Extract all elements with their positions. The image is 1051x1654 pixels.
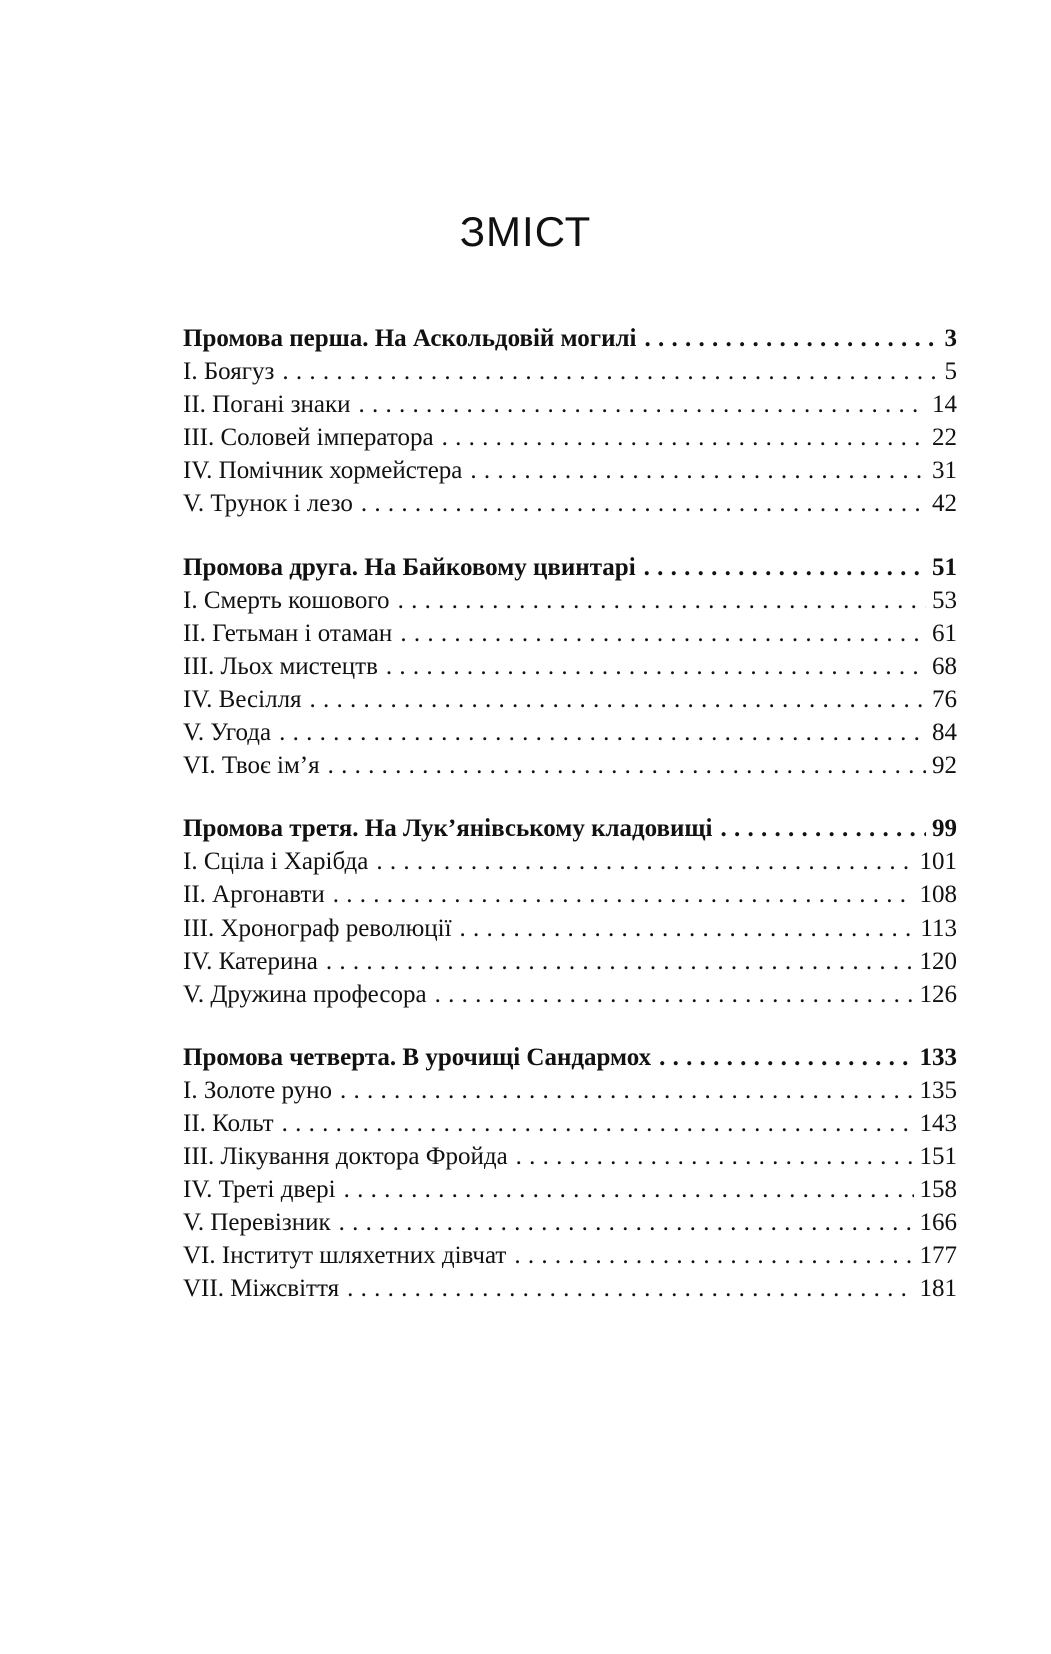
toc-chapter-label: III. Хронограф революції [183, 914, 452, 942]
toc-chapter-entry[interactable] [183, 650, 957, 683]
dot-leader [339, 1206, 914, 1239]
dot-leader [326, 945, 914, 978]
toc-chapter-label: III. Льох мистецтв [183, 652, 378, 680]
toc-part [183, 322, 957, 521]
toc-part [183, 812, 957, 1011]
toc-chapter-label: IV. Весілля [183, 685, 302, 713]
toc-page-number: 181 [919, 1275, 957, 1303]
toc-page-number: 22 [932, 424, 957, 452]
toc-chapter-entry[interactable] [183, 845, 957, 878]
toc-part-heading[interactable] [183, 812, 957, 845]
toc-page-number: 51 [932, 553, 957, 581]
dot-leader [442, 421, 926, 454]
toc-page-number: 143 [919, 1109, 957, 1137]
toc-chapter-label: III. Лікування доктора Фройда [183, 1143, 508, 1171]
toc-page-number: 101 [919, 848, 957, 876]
dot-leader [333, 878, 914, 911]
toc-chapter-label: VI. Інститут шляхетних дівчат [183, 1242, 507, 1270]
toc-chapter-label: II. Кольт [183, 1109, 274, 1137]
toc-chapter-entry[interactable] [183, 421, 957, 454]
toc-page-number: 68 [932, 652, 957, 680]
toc-chapter-label: V. Угода [183, 719, 272, 747]
toc-chapter-label: I. Золоте руно [183, 1076, 332, 1104]
dot-leader [344, 1173, 914, 1206]
toc-page-number: 76 [932, 685, 957, 713]
dot-leader [514, 1239, 913, 1272]
toc-page-number: 53 [932, 586, 957, 614]
toc-page-number: 151 [919, 1143, 957, 1171]
toc-page-number: 113 [920, 914, 957, 942]
dot-leader [720, 812, 926, 845]
dot-leader [282, 355, 938, 388]
dot-leader [516, 1140, 914, 1173]
toc-chapter-label: II. Погані знаки [183, 391, 351, 419]
toc-chapter-entry[interactable] [183, 749, 957, 782]
dot-leader [376, 845, 913, 878]
toc-page-number: 120 [919, 947, 957, 975]
toc-chapter-label: V. Трунок і лезо [183, 490, 353, 518]
toc-chapter-label: I. Смерть кошового [183, 586, 390, 614]
toc-chapter-entry[interactable] [183, 1107, 957, 1140]
dot-leader [644, 322, 938, 355]
toc-page-number: 84 [932, 719, 957, 747]
toc-chapter-entry[interactable] [183, 584, 957, 617]
dot-leader [361, 487, 926, 520]
toc-heading-label: Промова перша. На Аскольдовій могилі [183, 325, 637, 352]
dot-leader [460, 912, 915, 945]
toc-chapter-entry[interactable] [183, 355, 957, 388]
dot-leader [400, 617, 926, 650]
toc-part-heading[interactable] [183, 322, 957, 355]
toc-chapter-entry[interactable] [183, 1140, 957, 1173]
toc-part-heading[interactable] [183, 551, 957, 584]
toc-chapter-label: IV. Катерина [183, 947, 318, 975]
toc-chapter-label: IV. Помічник хормейстера [183, 457, 463, 485]
toc-chapter-entry[interactable] [183, 1074, 957, 1107]
toc-page-number: 126 [919, 980, 957, 1008]
dot-leader [659, 1041, 913, 1074]
toc-heading-label: Промова четверта. В урочищі Сандармох [183, 1043, 652, 1071]
dot-leader [279, 716, 926, 749]
toc-page-number: 5 [944, 358, 957, 386]
dot-leader [359, 388, 926, 421]
toc-page-number: 3 [944, 325, 957, 352]
toc-chapter-entry[interactable] [183, 388, 957, 421]
toc-page-number: 108 [919, 881, 957, 909]
toc-chapter-label: VI. Твоє ім’я [183, 752, 320, 780]
dot-leader [310, 683, 926, 716]
toc-chapter-entry[interactable] [183, 945, 957, 978]
dot-leader [328, 749, 926, 782]
toc-part [183, 551, 957, 783]
toc-part-heading[interactable] [183, 1041, 957, 1074]
dot-leader [340, 1074, 914, 1107]
toc-chapter-label: V. Перевізник [183, 1209, 331, 1237]
toc-chapter-entry[interactable] [183, 878, 957, 911]
toc-page-number: 177 [919, 1242, 957, 1270]
toc-heading-label: Промова друга. На Байковому цвинтарі [183, 553, 636, 581]
toc-chapter-entry[interactable] [183, 912, 957, 945]
toc-page-number: 31 [932, 457, 957, 485]
toc-chapter-label: III. Соловей імператора [183, 424, 434, 452]
toc-chapter-entry[interactable] [183, 1173, 957, 1206]
toc-chapter-entry[interactable] [183, 454, 957, 487]
toc-chapter-entry[interactable] [183, 1239, 957, 1272]
toc-chapter-label: VII. Міжсвіття [183, 1275, 340, 1303]
dot-leader [347, 1272, 913, 1305]
page-title: ЗМІСТ [459, 208, 592, 255]
toc-heading-label: Промова третя. На Лук’янівському кладовищі [183, 815, 713, 843]
toc-chapter-label: II. Гетьман і отаман [183, 619, 393, 647]
toc-chapter-label: I. Сціла і Харібда [183, 848, 369, 876]
dot-leader [644, 551, 926, 584]
toc-chapter-entry[interactable] [183, 1206, 957, 1239]
dot-leader [386, 650, 926, 683]
dot-leader [470, 454, 926, 487]
table-of-contents [183, 322, 957, 1336]
dot-leader [282, 1107, 914, 1140]
dot-leader [398, 584, 926, 617]
toc-chapter-label: II. Аргонавти [183, 881, 325, 909]
toc-part [183, 1041, 957, 1306]
toc-chapter-entry[interactable] [183, 683, 957, 716]
toc-page-number: 61 [932, 619, 957, 647]
toc-chapter-label: IV. Треті двері [183, 1176, 336, 1204]
toc-page-number: 158 [919, 1176, 957, 1204]
toc-page-number: 133 [919, 1043, 957, 1071]
toc-chapter-label: V. Дружина професора [183, 980, 427, 1008]
toc-chapter-entry[interactable] [183, 716, 957, 749]
toc-chapter-entry[interactable] [183, 487, 957, 520]
toc-page-number: 135 [919, 1076, 957, 1104]
toc-chapter-entry[interactable] [183, 1272, 957, 1305]
toc-page-number: 99 [932, 815, 957, 843]
toc-page-number: 14 [932, 391, 957, 419]
toc-chapter-entry[interactable] [183, 978, 957, 1011]
dot-leader [435, 978, 914, 1011]
toc-page-number: 42 [932, 490, 957, 518]
toc-chapter-entry[interactable] [183, 617, 957, 650]
toc-chapter-label: I. Боягуз [183, 358, 275, 386]
toc-page-number: 92 [932, 752, 957, 780]
toc-page-number: 166 [919, 1209, 957, 1237]
